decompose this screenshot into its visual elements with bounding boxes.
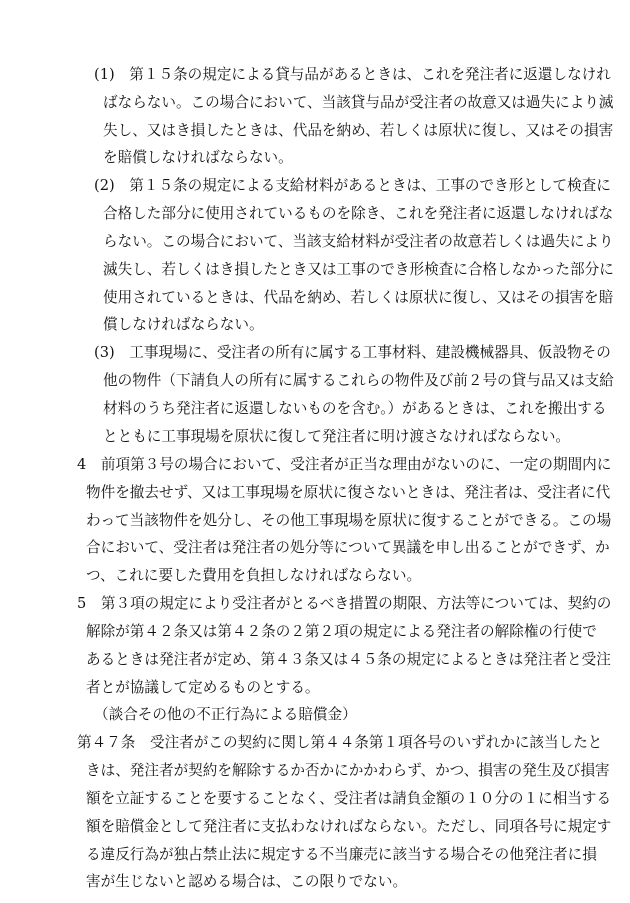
text-line: る違反行為が独占禁止法に規定する不当廉売に該当する場合その他発注者に損 xyxy=(86,846,597,863)
text-line: 物件を撤去せず、又は工事現場を原状に復さないときは、発注者は、受注者に代 xyxy=(86,484,611,501)
text-line: 他の物件（下請負人の所有に属するこれらの物件及び前２号の貸与品又は支給 xyxy=(103,372,614,389)
text-line: 材料のうち発注者に返還しないものを含む。）があるときは、これを搬出する xyxy=(103,400,607,417)
text-line: (2) 第１５条の規定による支給材料があるときは、工事のでき形として検査に xyxy=(94,177,611,194)
text-line: とともに工事現場を原状に復して発注者に明け渡さなければならない。 xyxy=(103,428,571,445)
text-line: あるときは発注者が定め、第４３条又は４５条の規定によるときは発注者と受注 xyxy=(86,651,611,668)
text-line: 4 前項第３号の場合において、受注者が正当な理由がないのに、一定の期間内に xyxy=(77,456,612,473)
text-line: 者とが協議して定めるものとする。 xyxy=(86,679,320,696)
text-line: 失し、又はき損したときは、代品を納め、若しくは原状に復し、又はその損害 xyxy=(103,122,614,139)
text-line: 5 第３項の規定により受注者がとるべき措置の期限、方法等については、契約の xyxy=(77,595,612,612)
text-line: 額を賠償金として発注者に支払わなければならない。ただし、同項各号に規定す xyxy=(86,818,612,835)
section-heading: （談合その他の不正行為による賠償金） xyxy=(94,706,357,723)
text-line: 合格した部分に使用されているものを除き、これを発注者に返還しなければな xyxy=(103,205,614,222)
text-line: きは、発注者が契約を解除するか否かにかかわらず、かつ、損害の発生及び損害 xyxy=(86,762,610,779)
text-line: 合において、受注者は発注者の処分等について異議を申し出ることができず、か xyxy=(86,539,610,556)
text-line: らない。この場合において、当該支給材料が受注者の故意若しくは過失により xyxy=(103,233,614,250)
text-line: (3) 工事現場に、受注者の所有に属する工事材料、建設機械器具、仮設物その xyxy=(94,344,611,361)
text-line: 害が生じないと認める場合は、この限りでない。 xyxy=(86,873,408,890)
text-line: つ、これに要した費用を負担しなければならない。 xyxy=(86,567,422,584)
text-line: ばならない。この場合において、当該貸与品が受注者の故意又は過失により滅 xyxy=(103,94,614,111)
text-line: 使用されているときは、代品を納め、若しくは原状に復し、又はその損害を賠 xyxy=(103,289,614,306)
text-line: 解除が第４２条又は第４２条の２第２項の規定による発注者の解除権の行使で xyxy=(86,623,597,640)
text-line: (1) 第１５条の規定による貸与品があるときは、これを発注者に返還しなけれ xyxy=(94,66,611,83)
article-title: 第４７条 受注者がこの契約に関し第４４条第１項各号のいずれかに該当したと xyxy=(77,734,603,751)
text-line: 額を立証することを要することなく、受注者は請負金額の１０分の１に相当する xyxy=(86,790,612,807)
text-line: 償しなければならない。 xyxy=(103,316,264,333)
text-line: を賠償しなければならない。 xyxy=(103,149,293,166)
text-line: わって当該物件を処分し、その他工事現場を原状に復することができる。この場 xyxy=(86,512,612,529)
text-line: 滅失し、若しくはき損したとき又は工事のでき形検査に合格しなかった部分に xyxy=(103,261,614,278)
